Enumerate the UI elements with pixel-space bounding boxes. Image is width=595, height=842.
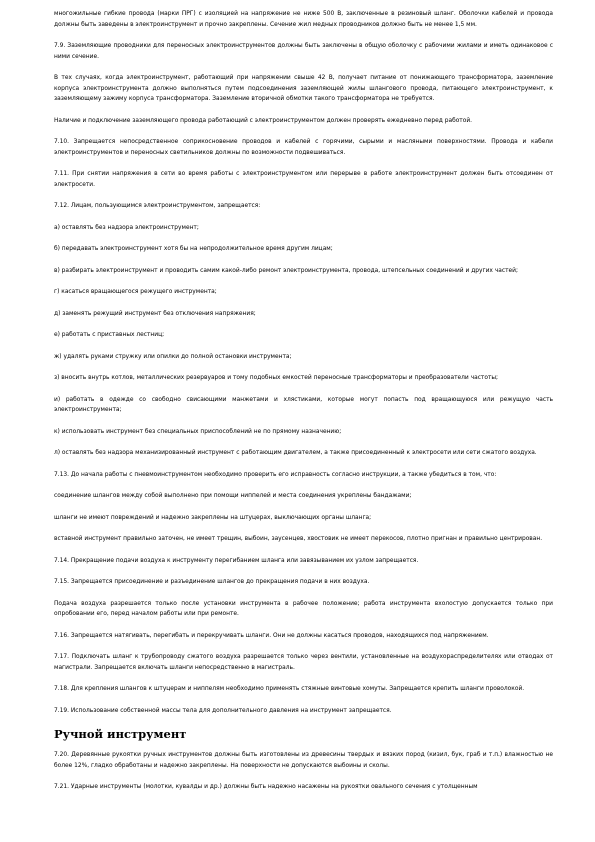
paragraph: з) вносить внутрь котлов, металлических резервуаров и тому подобных емкостей переносные трансформаторы и преобразователи частоты; — [54, 375, 499, 381]
paragraph: в) разбирать электроинструмент и проводить самим какой-либо ремонт электроинструмента, провода, штепсельных соединений и других частей; — [54, 267, 518, 274]
paragraph: г) касаться вращающегося режущего инструмента; — [54, 289, 217, 295]
paragraph: ж) удалять руками стружку или опилки до полной остановки инструмента; — [54, 353, 292, 360]
paragraph: вставной инструмент правильно заточен, не имеет трещин, выбоин, заусенцев, хвостовик не имеет перекосов, плотно пригнан и правильно центрирован. — [54, 536, 543, 542]
paragraph: 7.10. Запрещается непосредственное соприкосновение проводов и кабелей с горячими, сырыми и масляными поверхностями. Провода и кабели электроинструментов и переносных светильников должны по возможности подвешиваться. — [54, 139, 553, 156]
paragraph: 7.11. При снятии напряжения в сети во время работы с электроинструментом или перерыве в работе электроинструмент должен быть отсоединен от электросети. — [54, 171, 553, 188]
paragraph: 7.17. Подключать шланг к трубопроводу сжатого воздуха разрешается только через вентили, установленные на воздухораспределителях или отводах от магистрали. Запрещается включать шланги непосредственно в магистраль. — [54, 654, 553, 671]
paragraph: 7.18. Для крепления шлангов к штуцерам и ниппелям необходимо применять стяжные винтовые хомуты. Запрещается крепить шланги проволокой. — [54, 686, 525, 692]
paragraph: 7.13. До начала работы с пневмоинструментом необходимо проверить его исправность согласно инструкции, а также убедиться в том, что: — [54, 471, 497, 478]
paragraph: л) оставлять без надзора механизированный инструмент с работающим двигателем, а также присоединенный к электросети или сети сжатого воздуха. — [54, 450, 537, 456]
paragraph: к) использовать инструмент без специальных приспособлений не по прямому назначению; — [54, 428, 342, 435]
paragraph: шланги не имеют повреждений и надежно закреплены на штуцерах, выключающих органы шланга; — [54, 514, 372, 521]
paragraph: Наличие и подключение заземляющего провода работающий с электроинструментом должен проверять ежедневно перед работой. — [54, 117, 473, 124]
paragraph: 7.20. Деревянные рукоятки ручных инструментов должны быть изготовлены из древесины твердых и вязких пород (кизил, бук, граб и т.п.) влажностью не более 12%, гладко обработаны и надежно закреплены. На поверхности не допускаются выбоины и сколы. — [54, 752, 553, 769]
paragraph: В тех случаях, когда электроинструмент, работающий при напряжении свыше 42 В, получает питание от понижающего трансформатора, заземление корпуса электроинструмента должно выполняться путем подсоединения заземляющей жилы шлангового провода, питающего электроинструмент, к заземляющему зажиму корпуса трансформатора. Заземление вторичной обмотки такого трансформатора не требуется. — [54, 75, 553, 102]
paragraph: е) работать с приставных лестниц; — [54, 332, 165, 338]
paragraph: а) оставлять без надзора электроинструмент; — [54, 224, 199, 231]
section-heading: Ручной инструмент — [54, 727, 187, 741]
paragraph: 7.19. Использование собственной массы тела для дополнительного давления на инструмент запрещается. — [54, 707, 392, 714]
paragraph: 7.12. Лицам, пользующимся электроинструментом, запрещается: — [54, 203, 261, 209]
paragraph: 7.9. Заземляющие проводники для переносных электроинструментов должны быть заключены в общую оболочку с рабочими жилами и иметь одинаковое с ними сечение. — [54, 43, 553, 60]
paragraph: и) работать в одежде со свободно свисающими манжетами и хлястиками, которые могут попасть под вращающуюся или режущую часть электроинструмента; — [54, 396, 553, 413]
document-body — [54, 9, 553, 716]
paragraph: соединение шлангов между собой выполнено при помощи ниппелей и места соединения укреплены бандажами; — [54, 493, 412, 499]
document-body-continued — [54, 750, 553, 793]
paragraph: 7.21. Ударные инструменты (молотки, кувалды и др.) должны быть надежно насажены на рукоятки овального сечения с утолщенным — [54, 784, 478, 790]
paragraph: 7.16. Запрещается натягивать, перегибать и перекручивать шланги. Они не должны касаться проводов, находящихся под напряжением. — [54, 632, 489, 639]
paragraph: б) передавать электроинструмент хотя бы на непродолжительное время другим лицам; — [54, 246, 333, 252]
paragraph: 7.14. Прекращение подачи воздуха к инструменту перегибанием шланга или завязыванием их узлом запрещается. — [54, 557, 419, 564]
paragraph: многожильные гибкие провода (марки ПРГ) с изоляцией на напряжение не ниже 500 В, заключенные в резиновый шланг. Оболочки кабелей и провода должны быть заведены в электроинструмент и прочно закреплены. Сечение жил медных проводников должно быть не менее 1,5 мм. — [54, 11, 553, 28]
paragraph: 7.15. Запрещается присоединение и разъединение шлангов до прекращения подачи в них воздуха. — [54, 579, 370, 585]
paragraph: д) заменять режущий инструмент без отключения напряжения; — [54, 310, 256, 317]
paragraph: Подача воздуха разрешается только после установки инструмента в рабочее положение; работа инструмента вхолостую допускается только при опробовании его, перед началом работы или при ремонте. — [54, 600, 553, 617]
